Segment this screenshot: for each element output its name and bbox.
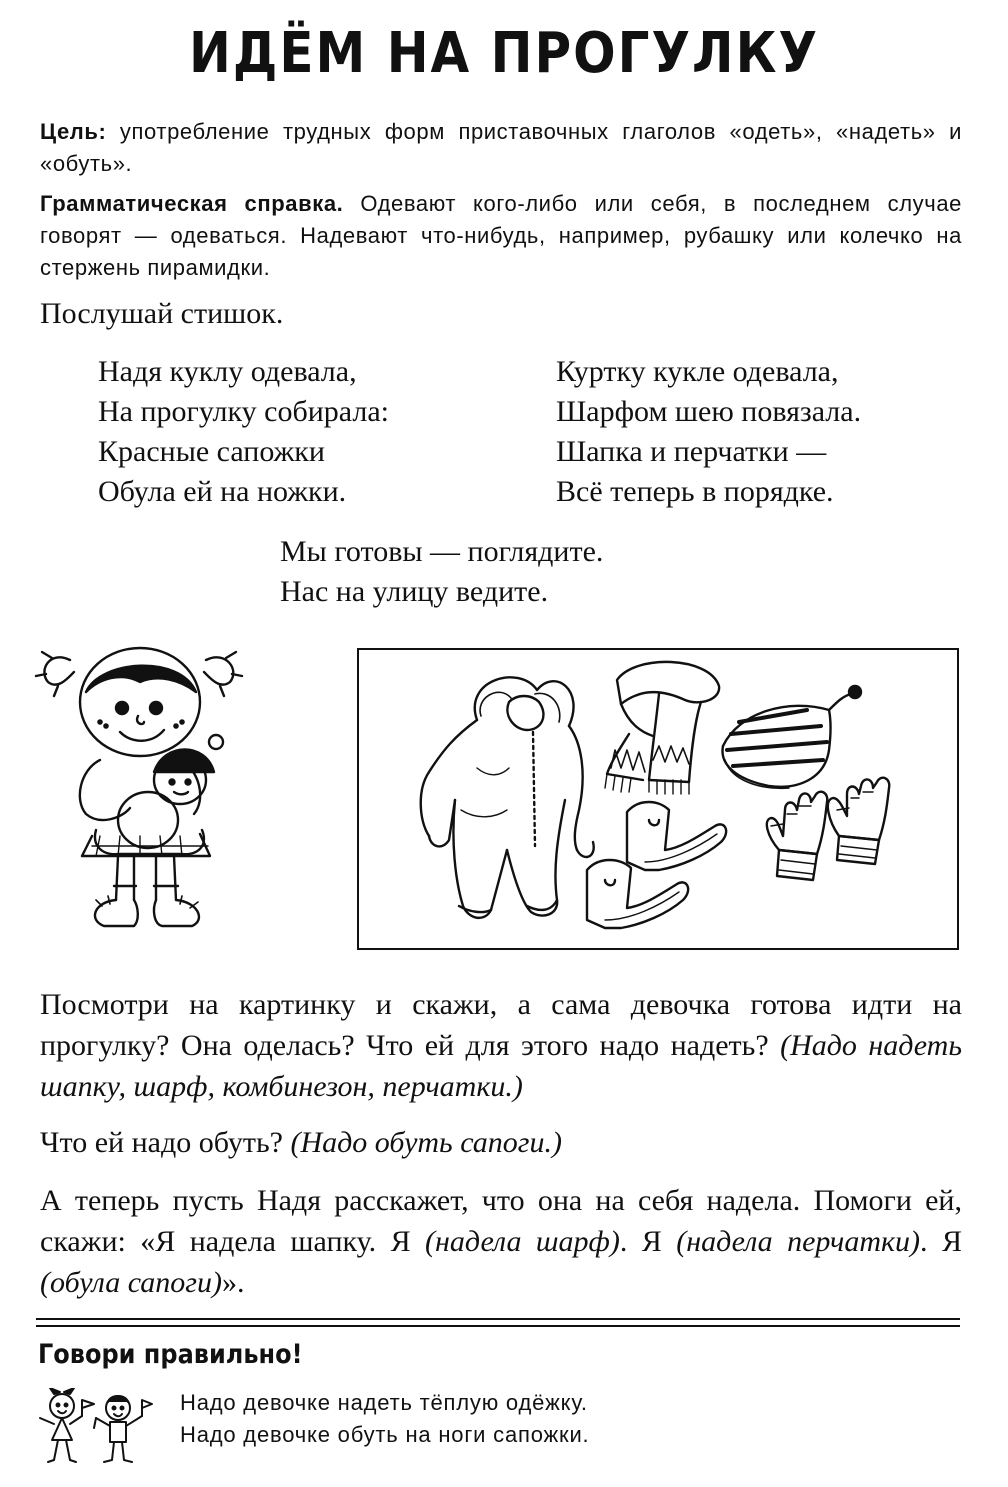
poem-right-stanza [556, 352, 861, 512]
boots-icon [587, 802, 726, 928]
striped-hat-icon [722, 686, 861, 788]
question-2 [40, 1122, 962, 1163]
poem-line: Мы готовы — поглядите. [280, 535, 604, 568]
clothes-illustration-canvas [359, 650, 957, 948]
say-right-lines [180, 1387, 589, 1451]
poem-final-stanza [280, 532, 603, 612]
children-with-flags-icon [34, 1388, 154, 1468]
question-1-answer: (Надо надеть шапку, шарф, комбинезон, перчатки.) [40, 1029, 962, 1103]
poem-line: Обула ей на ножки. [98, 475, 347, 508]
poem-line: Надя куклу одевала, [98, 355, 357, 388]
task-text-2: . Я [619, 1225, 677, 1258]
grammar-note-paragraph [40, 188, 962, 284]
section-divider-top [36, 1318, 960, 1320]
grammar-note-label: Грамматическая справка. [40, 191, 344, 216]
task-text-4: ». [221, 1266, 245, 1299]
poem-line: Куртку кукле одевала, [556, 355, 839, 388]
task-text-3: . Я [920, 1225, 962, 1258]
winter-suit-icon [421, 677, 594, 918]
clothes-illustration [357, 648, 959, 950]
say-right-line: Надо девочке надеть тёплую одёжку. [180, 1390, 588, 1415]
task-answer-1: (надела шарф) [425, 1225, 620, 1258]
question-2-answer: (Надо обуть сапоги.) [290, 1126, 562, 1159]
question-2-text: Что ей надо обуть? [40, 1126, 291, 1159]
page-title: ИДЁМ НА ПРОГУЛКУ [189, 20, 819, 86]
section-divider-bottom [36, 1325, 960, 1327]
goal-label: Цель: [40, 119, 107, 144]
question-1 [40, 984, 962, 1107]
goal-text: употребление трудных форм приставочных глаголов «одеть», «надеть» и «обуть». [40, 119, 962, 176]
poem-line: Нас на улицу ведите. [280, 575, 549, 608]
goal-paragraph [40, 116, 962, 180]
grammar-note-text: Одевают кого-либо или себя, в последнем случае говорят — одеваться. Надевают что-нибудь, например, рубашку или колечко на стержень пирамидки. [40, 191, 962, 280]
task-answer-3: (обула сапоги) [40, 1266, 222, 1299]
listen-prompt: Послушай стишок. [40, 297, 284, 330]
task-text: А теперь пусть Надя расскажет, что она на себя надела. Помоги ей, скажи: «Я надела шапку. Я [40, 1184, 962, 1258]
say-right-line: Надо девочке обуть на ноги сапожки. [180, 1422, 590, 1447]
poem-line: Красные сапожки [98, 435, 325, 468]
task-answer-2: (надела перчатки) [676, 1225, 921, 1258]
question-1-text: Посмотри на картинку и скажи, а сама девочка готова идти на прогулку? Она оделась? Что ей для этого надо надеть? [40, 988, 962, 1062]
poem-line: Всё теперь в порядке. [556, 475, 834, 508]
girl-with-doll-icon [30, 630, 250, 950]
poem-line: На прогулку собирала: [98, 395, 389, 428]
poem-left-stanza [98, 352, 389, 512]
gloves-icon [767, 778, 889, 880]
poem-line: Шарфом шею повязала. [556, 395, 862, 428]
scarf-icon [605, 662, 719, 794]
task-paragraph [40, 1180, 962, 1303]
poem-line: Шапка и перчатки — [556, 435, 827, 468]
say-right-title: Говори правильно! [38, 1338, 303, 1370]
